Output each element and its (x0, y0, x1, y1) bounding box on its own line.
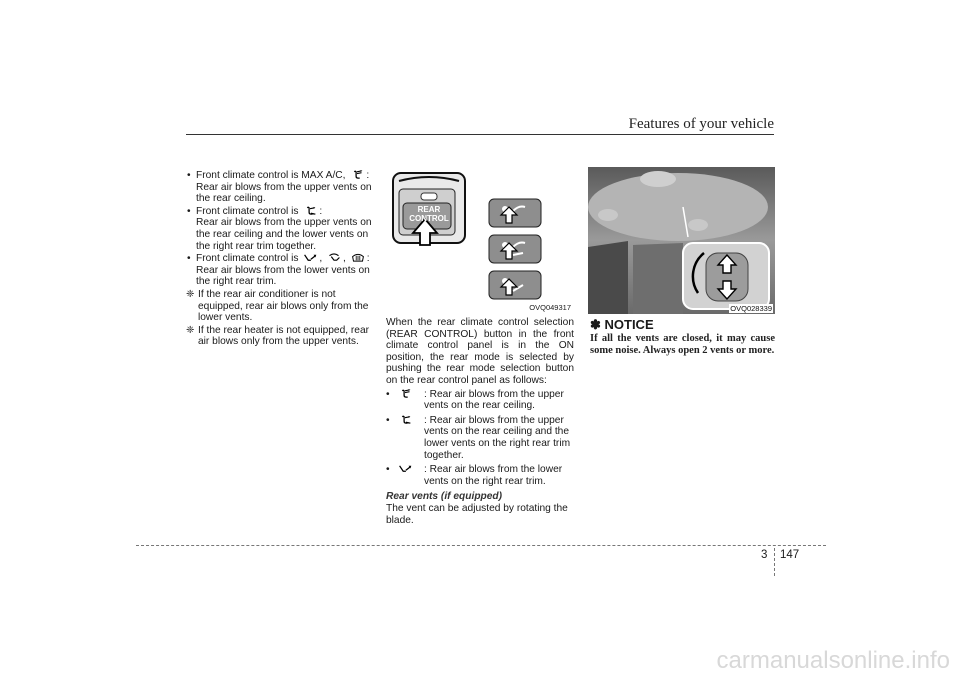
upper-vent-icon (396, 389, 424, 412)
floor-vent-icon (396, 464, 424, 487)
bullet: • (386, 464, 390, 476)
rear-vent-photo (588, 167, 775, 314)
defrost-floor-icon (327, 253, 341, 262)
rear-control-label (409, 205, 449, 223)
mode-floor (386, 464, 574, 487)
header-divider (186, 134, 774, 135)
floor-vent-icon (303, 253, 317, 262)
bullet-max-ac (186, 170, 374, 205)
comma: , (343, 253, 346, 265)
column-2 (386, 317, 574, 526)
footer-divider (136, 545, 826, 546)
bullet-max-ac-text: Front climate control is MAX A/C, (196, 170, 346, 181)
bullet-floor-desc: Rear air blows from the lower vents on the right rear trim. (196, 264, 370, 288)
mode-bilevel-text: : Rear air blows from the upper vents on the rear ceiling and the lower vents on the right rear trim together. (424, 414, 571, 461)
watermark: carmanualsonline.info (716, 647, 950, 674)
bilevel-vent-icon (303, 206, 317, 215)
mode-upper-text: : Rear air blows from the upper vents on the rear ceiling. (424, 388, 564, 412)
figure-code: OVQ028339 (730, 304, 772, 313)
notice-block (590, 317, 775, 356)
mode-floor-text: : Rear air blows from the lower vents on the right rear trim. (424, 464, 563, 487)
note-no-heater-text: If the rear heater is not equipped, rear air blows only from the upper vents. (198, 324, 370, 348)
comma: , (319, 253, 323, 265)
rear-vents-paragraph: The vent can be adjusted by rotating the blade. (386, 502, 568, 526)
note-mark: ❈ (186, 288, 195, 300)
bullet: • (386, 388, 390, 400)
note-no-ac (186, 289, 374, 324)
rear-control-figure (385, 167, 573, 313)
note-no-heater (186, 325, 374, 348)
page-number-divider (774, 548, 775, 576)
rear-control-paragraph: When the rear climate control selection (REAR CONTROL) button in the front climate control panel is in the ON position, the rear mode is selected by pushing the rear mode selection button on the rear control panel as follows: (386, 317, 574, 386)
notice-title: ✽ NOTICE (590, 317, 654, 332)
notice-text: If all the vents are closed, it may cause some noise. Always open 2 vents or more. (590, 333, 775, 356)
figure-code: OVQ049317 (529, 303, 571, 312)
colon: : (366, 253, 370, 265)
rear-vent-illustration (588, 167, 775, 314)
chapter-number: 3 (761, 549, 768, 561)
colon: : (319, 205, 323, 217)
defrost-icon (351, 253, 365, 262)
header-title: Features of your vehicle (628, 116, 774, 132)
rear-control-line2: CONTROL (409, 214, 449, 223)
rear-control-line1: REAR (417, 205, 441, 214)
column-1 (186, 170, 374, 349)
upper-vent-icon (350, 170, 364, 179)
note-mark: ❈ (186, 324, 195, 336)
note-no-ac-text: If the rear air conditioner is not equipped, rear air blows only from the lower vents. (198, 288, 369, 324)
bullet-floor (186, 253, 374, 288)
colon: : (366, 170, 370, 181)
bullet-max-ac-desc: Rear air blows from the upper vents on the rear ceiling. (196, 181, 372, 205)
bullet: • (386, 414, 390, 426)
bullet-floor-text: Front climate control is (196, 253, 299, 265)
bullet-bilevel (186, 206, 374, 252)
bilevel-vent-icon (396, 415, 424, 461)
bullet-bilevel-desc: Rear air blows from the upper vents on the rear ceiling and the lower vents on the right rear trim together. (196, 217, 372, 252)
rear-control-illustration (385, 167, 573, 313)
page-number: 147 (780, 549, 800, 561)
mode-bilevel (386, 415, 574, 461)
rear-vents-subheading: Rear vents (if equipped) (386, 491, 503, 503)
bullet-bilevel-text: Front climate control is (196, 205, 299, 217)
mode-upper (386, 389, 574, 412)
